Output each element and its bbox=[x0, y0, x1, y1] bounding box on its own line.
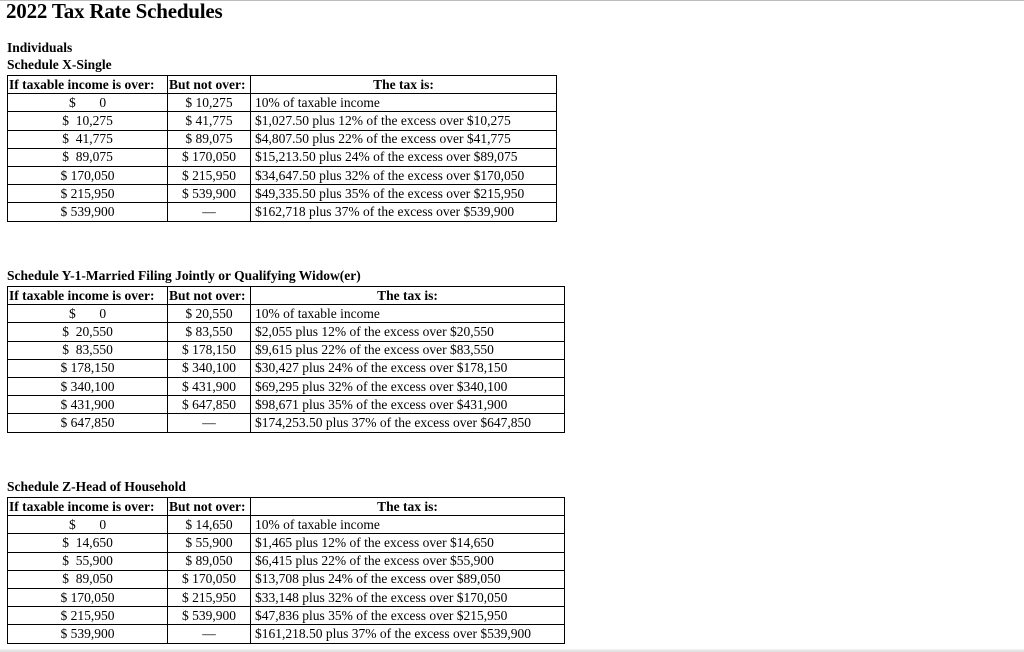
cell-not-over: $ 170,050 bbox=[168, 570, 251, 588]
header-not-over: But not over: bbox=[168, 76, 251, 94]
cell-tax: 10% of taxable income bbox=[251, 516, 565, 534]
cell-not-over: $ 215,950 bbox=[168, 588, 251, 606]
cell-tax: $4,807.50 plus 22% of the excess over $41,775 bbox=[251, 130, 557, 148]
cell-not-over: $ 83,550 bbox=[168, 323, 251, 341]
cell-over: $ 41,775 bbox=[8, 130, 168, 148]
cell-over: $ 14,650 bbox=[8, 534, 168, 552]
cell-tax: $30,427 plus 24% of the excess over $178,150 bbox=[251, 359, 565, 377]
cell-tax: $98,671 plus 35% of the excess over $431,900 bbox=[251, 396, 565, 414]
schedule-y1-table bbox=[7, 286, 565, 433]
table-row bbox=[8, 341, 565, 359]
table-row bbox=[8, 570, 565, 588]
cell-tax: $6,415 plus 22% of the excess over $55,900 bbox=[251, 552, 565, 570]
header-tax: The tax is: bbox=[251, 287, 565, 305]
header-not-over: But not over: bbox=[168, 498, 251, 516]
header-over: If taxable income is over: bbox=[8, 76, 168, 94]
table-row bbox=[8, 396, 565, 414]
cell-not-over: $ 89,050 bbox=[168, 552, 251, 570]
cell-tax: $15,213.50 plus 24% of the excess over $89,075 bbox=[251, 148, 557, 166]
header-over: If taxable income is over: bbox=[8, 498, 168, 516]
cell-over: $ 89,050 bbox=[8, 570, 168, 588]
table-row bbox=[8, 607, 565, 625]
cell-tax: $162,718 plus 37% of the excess over $539,900 bbox=[251, 203, 557, 221]
cell-tax: $13,708 plus 24% of the excess over $89,050 bbox=[251, 570, 565, 588]
cell-over: $ 340,100 bbox=[8, 377, 168, 395]
schedule-x-title: Schedule X-Single bbox=[7, 57, 112, 72]
cell-not-over: $ 55,900 bbox=[168, 534, 251, 552]
cell-not-over: — bbox=[168, 414, 251, 432]
cell-not-over: $ 170,050 bbox=[168, 148, 251, 166]
table-row bbox=[8, 130, 557, 148]
cell-tax: 10% of taxable income bbox=[251, 305, 565, 323]
cell-tax: $1,027.50 plus 12% of the excess over $10,275 bbox=[251, 112, 557, 130]
schedule-x-table bbox=[7, 75, 557, 222]
table-row bbox=[8, 552, 565, 570]
cell-over: $ 539,900 bbox=[8, 625, 168, 643]
table-header-row bbox=[8, 287, 565, 305]
cell-tax: $2,055 plus 12% of the excess over $20,550 bbox=[251, 323, 565, 341]
cell-tax: $69,295 plus 32% of the excess over $340,100 bbox=[251, 377, 565, 395]
cell-not-over: $ 41,775 bbox=[168, 112, 251, 130]
cell-over: $ 10,275 bbox=[8, 112, 168, 130]
table-row bbox=[8, 185, 557, 203]
table-row bbox=[8, 588, 565, 606]
page-title: 2022 Tax Rate Schedules bbox=[6, 0, 223, 23]
table-row bbox=[8, 534, 565, 552]
table-row bbox=[8, 414, 565, 432]
cell-not-over: $ 539,900 bbox=[168, 607, 251, 625]
cell-over: $ 539,900 bbox=[8, 203, 168, 221]
table-row bbox=[8, 359, 565, 377]
cell-over: $ 431,900 bbox=[8, 396, 168, 414]
cell-not-over: $ 89,075 bbox=[168, 130, 251, 148]
cell-not-over: $ 431,900 bbox=[168, 377, 251, 395]
cell-tax: $49,335.50 plus 35% of the excess over $215,950 bbox=[251, 185, 557, 203]
cell-not-over: $ 215,950 bbox=[168, 166, 251, 184]
cell-not-over: $ 647,850 bbox=[168, 396, 251, 414]
cell-not-over: $ 14,650 bbox=[168, 516, 251, 534]
table-row bbox=[8, 625, 565, 643]
table-row bbox=[8, 516, 565, 534]
cell-tax: $161,218.50 plus 37% of the excess over $539,900 bbox=[251, 625, 565, 643]
table-row bbox=[8, 166, 557, 184]
header-tax: The tax is: bbox=[251, 76, 557, 94]
cell-over: $ 89,075 bbox=[8, 148, 168, 166]
schedule-z-title: Schedule Z-Head of Household bbox=[7, 479, 186, 494]
cell-not-over: $ 10,275 bbox=[168, 94, 251, 112]
cell-over: $ 0 bbox=[8, 516, 168, 534]
table-row bbox=[8, 203, 557, 221]
cell-not-over: $ 340,100 bbox=[168, 359, 251, 377]
cell-over: $ 20,550 bbox=[8, 323, 168, 341]
header-not-over: But not over: bbox=[168, 287, 251, 305]
cell-not-over: $ 178,150 bbox=[168, 341, 251, 359]
table-header-row bbox=[8, 76, 557, 94]
cell-over: $ 0 bbox=[8, 305, 168, 323]
cell-over: $ 83,550 bbox=[8, 341, 168, 359]
table-row bbox=[8, 305, 565, 323]
cell-over: $ 55,900 bbox=[8, 552, 168, 570]
cell-not-over: $ 20,550 bbox=[168, 305, 251, 323]
cell-tax: $174,253.50 plus 37% of the excess over $647,850 bbox=[251, 414, 565, 432]
cell-over: $ 170,050 bbox=[8, 166, 168, 184]
cell-tax: $47,836 plus 35% of the excess over $215,950 bbox=[251, 607, 565, 625]
cell-over: $ 170,050 bbox=[8, 588, 168, 606]
header-tax: The tax is: bbox=[251, 498, 565, 516]
table-row bbox=[8, 323, 565, 341]
cell-over: $ 215,950 bbox=[8, 607, 168, 625]
table-row bbox=[8, 377, 565, 395]
group-label-individuals: Individuals bbox=[7, 40, 73, 55]
cell-tax: 10% of taxable income bbox=[251, 94, 557, 112]
cell-not-over: — bbox=[168, 625, 251, 643]
cell-over: $ 178,150 bbox=[8, 359, 168, 377]
cell-over: $ 0 bbox=[8, 94, 168, 112]
table-row bbox=[8, 112, 557, 130]
schedule-z-table bbox=[7, 497, 565, 644]
table-row bbox=[8, 94, 557, 112]
cell-tax: $34,647.50 plus 32% of the excess over $170,050 bbox=[251, 166, 557, 184]
cell-over: $ 647,850 bbox=[8, 414, 168, 432]
table-row bbox=[8, 148, 557, 166]
schedule-y1-title: Schedule Y-1-Married Filing Jointly or Qualifying Widow(er) bbox=[7, 268, 361, 283]
header-over: If taxable income is over: bbox=[8, 287, 168, 305]
cell-tax: $1,465 plus 12% of the excess over $14,650 bbox=[251, 534, 565, 552]
cell-not-over: — bbox=[168, 203, 251, 221]
cell-tax: $33,148 plus 32% of the excess over $170,050 bbox=[251, 588, 565, 606]
cell-tax: $9,615 plus 22% of the excess over $83,550 bbox=[251, 341, 565, 359]
table-header-row bbox=[8, 498, 565, 516]
cell-not-over: $ 539,900 bbox=[168, 185, 251, 203]
cell-over: $ 215,950 bbox=[8, 185, 168, 203]
